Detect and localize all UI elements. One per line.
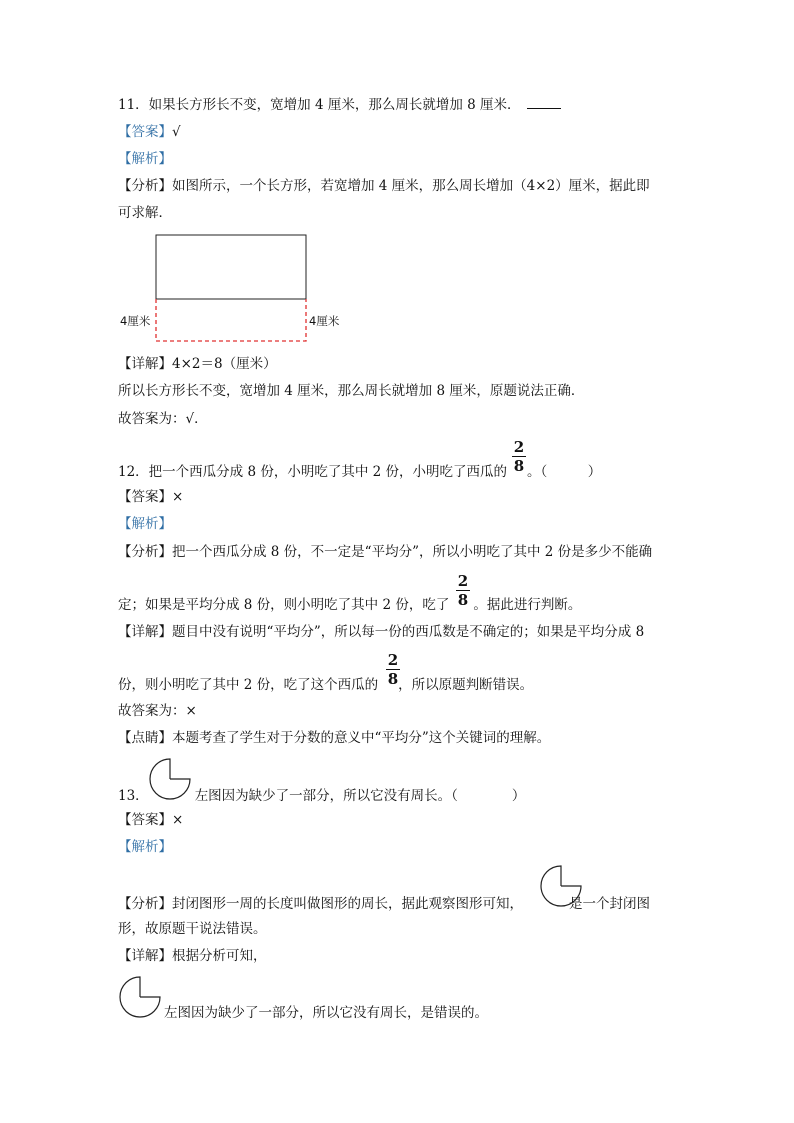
label-4cm-left: 4厘米 (120, 314, 151, 328)
q11-fenxi-line2: 可求解． (118, 205, 172, 221)
q12-xiangjie-line1: 【详解】题目中没有说明“平均分”，所以每一份的西瓜数是不确定的；如果是平均分成 8 (118, 624, 645, 640)
fraction-2-8: $\frac{2}{8}$ (457, 572, 469, 609)
q13-fenxi-line1: 【分析】封闭图形一周的长度叫做图形的周长，据此观察图形可知， 是一个封闭图 (118, 896, 650, 912)
extended-width-dashed (156, 299, 306, 341)
original-rectangle (156, 235, 306, 299)
q11-xiangjie: 【详解】4×2＝8（厘米） (118, 356, 277, 372)
circle-missing-quarter-icon (116, 973, 164, 1021)
q11-final: 故答案为：√． (118, 411, 208, 427)
q13-question: 13． 左图因为缺少了一部分，所以它没有周长。（ ） (118, 788, 526, 804)
q12-jiexi: 【解析】 (118, 516, 172, 532)
q13-jiexi: 【解析】 (118, 839, 172, 855)
q11-question: 11．如果长方形长不变，宽增加 4 厘米，那么周长就增加 8 厘米． (118, 96, 561, 114)
label-4cm-right: 4厘米 (309, 314, 340, 328)
q12-answer: 【答案】× (118, 489, 184, 505)
q12-dianjing: 【点睛】本题考查了学生对于分数的意义中“平均分”这个关键词的理解。 (118, 730, 551, 746)
q12-xiangjie-line2: 份，则小明吃了其中 2 份，吃了这个西瓜的 ，所以原题判断错误。 (118, 677, 534, 693)
q13-fenxi-line2: 形，故原题干说法错误。 (118, 921, 267, 937)
q13-final: 左图因为缺少了一部分，所以它没有周长，是错误的。 (164, 1005, 488, 1021)
q11-answer: 【答案】√ (118, 124, 181, 140)
q12-question: 12．把一个西瓜分成 8 份，小明吃了其中 2 份，小明吃了西瓜的 。（ ） (118, 464, 602, 480)
q12-fenxi-line2: 定；如果是平均分成 8 份，则小明吃了其中 2 份，吃了 。据此进行判断。 (118, 597, 582, 613)
q12-final: 故答案为：× (118, 703, 197, 719)
q11-conclusion: 所以长方形长不变，宽增加 4 厘米，那么周长就增加 8 厘米，原题说法正确． (118, 383, 585, 399)
q13-xiangjie: 【详解】根据分析可知， (118, 948, 267, 964)
rectangle-diagram (150, 230, 315, 346)
answer-blank (527, 96, 561, 109)
q12-fenxi-line1: 【分析】把一个西瓜分成 8 份，不一定是“平均分”，所以小明吃了其中 2 份是多少不能确 (118, 544, 653, 560)
fraction-2-8: $\frac{2}{8}$ (513, 438, 525, 475)
q11-jiexi: 【解析】 (118, 151, 172, 167)
q11-fenxi-line1: 【分析】如图所示，一个长方形，若宽增加 4 厘米，那么周长增加（4×2）厘米，据此即 (118, 178, 650, 194)
fraction-2-8: $\frac{2}{8}$ (387, 651, 399, 688)
q13-answer: 【答案】× (118, 812, 184, 828)
